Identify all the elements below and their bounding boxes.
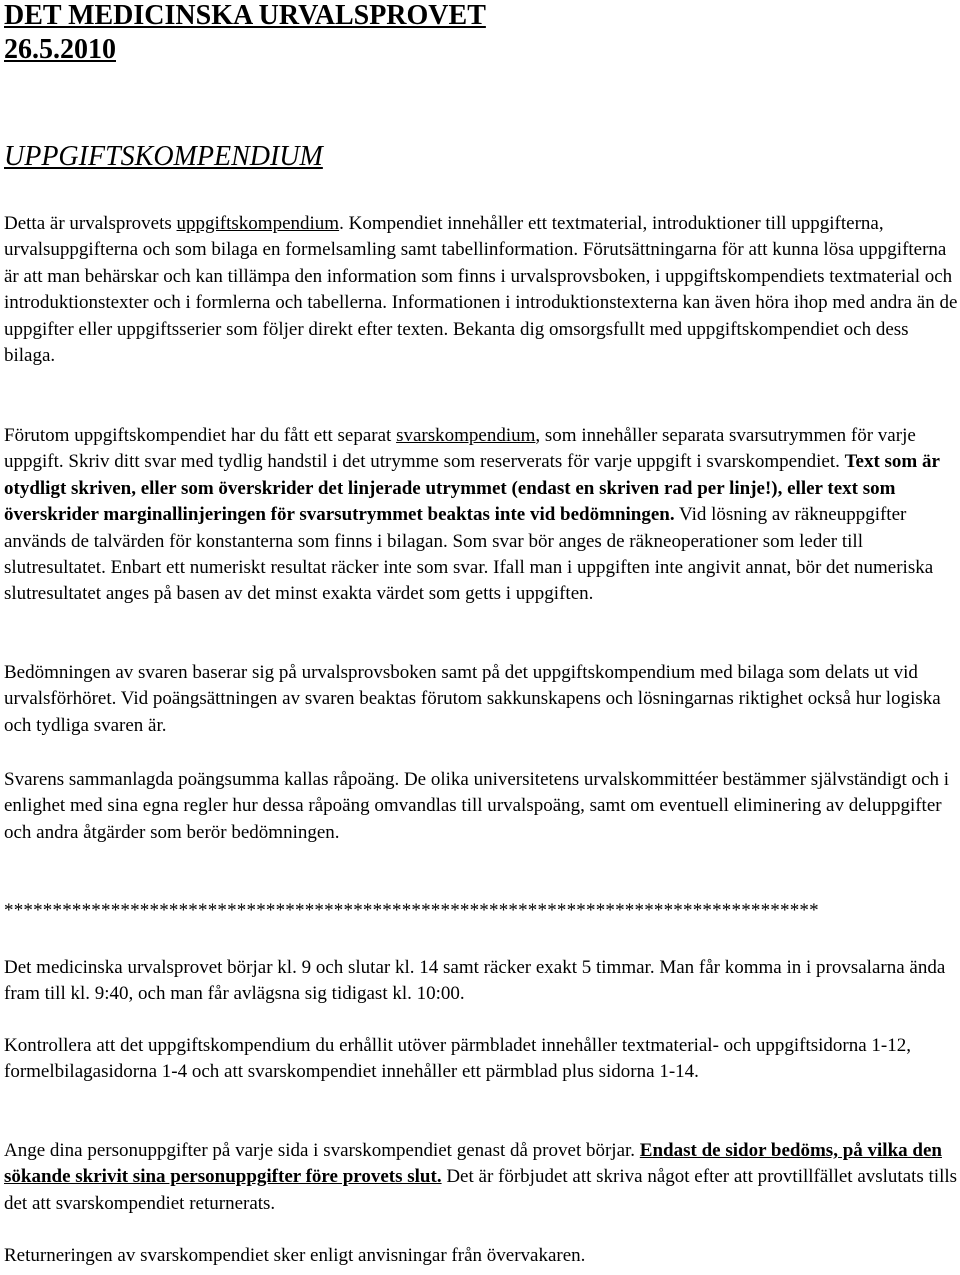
term-svarskompendium: svarskompendium (396, 425, 536, 446)
personal-info-text-start: Ange dina personuppgifter på varje sida i svarskompendiet genast då provet börjar. (4, 1140, 640, 1161)
term-uppgiftskompendium: uppgiftskompendium (176, 213, 340, 234)
personal-info-paragraph (4, 1138, 960, 1217)
answer-booklet-paragraph (4, 423, 960, 608)
section-title: UPPGIFTSKOMPENDIUM (4, 141, 323, 172)
intro-paragraph (4, 211, 960, 369)
answer-warning-bold: Text som är otydligt skriven, eller som överskrider det linjerade utrymmet (endast en skriven rad per linje!), eller text som överskrider marginallinjeringen för svarsutrymmet beaktas inte vid bedömningen. (4, 451, 940, 526)
raw-points-paragraph: Svarens sammanlagda poängsumma kallas råpoäng. De olika universitetens urvalskommittéer bestämmer självständigt och i enlighet med sina egna regler hur dessa råpoäng omvandlas till urvalspoäng, samt om eventuell eliminering av deluppgifter och andra åtgärder som berör bedömningen. (4, 769, 950, 843)
answer-text-start: Förutom uppgiftskompendiet har du fått ett separat (4, 425, 397, 446)
personal-info-text-rest: Det är förbjudet att skriva något efter att provtillfället avslutats tills det att svarskompendiet returnerats. (4, 1166, 958, 1214)
answer-text-middle: , som innehåller separata svarsutrymmen för varje uppgift. Skriv ditt svar med tydlig handstil i det utrymme som reserverats för varje uppgift i svarskompendiet. (4, 425, 916, 473)
personal-info-warning-bold: Endast de sidor bedöms, på vilka den sökande skrivit sina personuppgifter före provets slut. (4, 1140, 942, 1188)
return-paragraph: Returneringen av svarskompendiet sker enligt anvisningar från övervakaren. (4, 1245, 586, 1266)
exam-date: 26.5.2010 (4, 34, 116, 65)
intro-text-rest: . Kompendiet innehåller ett textmaterial, introduktioner till uppgifterna, urvalsuppgifterna och som bilaga en formelsamling samt tabellinformation. Förutsättningarna för att kunna lösa uppgifterna är att man behärskar och kan tillämpa den information som finns i urvalsprovsboken, i uppgiftskompendiets textmaterial och introduktionstexter och i formlerna och tabellerna. Informationen i introduktionstexterna kan även höra ihop med andra än de uppgifter eller uppgiftsserier som följer direkt efter texten. Bekanta dig omsorgsfullt med uppgiftskompendiet och dess bilaga. (4, 213, 958, 367)
intro-text-start: Detta är urvalsprovets (4, 213, 177, 234)
answer-text-rest: Vid lösning av räkneuppgifter används de talvärden för konstanterna som finns i bilagan. Som svar bör anges de räkneoperationer som leder till slutresultatet. Enbart ett numeriskt resultat räcker inte som svar. Ifall man i uppgiften inte angivit annat, bör det numeriska slutresultatet anges på basen av det minst exakta värdet som getts i uppgiften. (4, 504, 934, 605)
check-contents-paragraph: Kontrollera att det uppgiftskompendium du erhållit utöver pärmbladet innehåller textmaterial- och uppgiftsidorna 1-12, formelbilagasidorna 1-4 och att svarskompendiet innehåller ett pärmblad plus sidorna 1-14. (4, 1035, 911, 1083)
separator-line: ************************************************************************************ (4, 900, 819, 921)
grading-paragraph: Bedömningen av svaren baserar sig på urvalsprovsboken samt på det uppgiftskompendium med bilaga som delats ut vid urvalsförhöret. Vid poängsättningen av svaren beaktas förutom sakkunskapens och lösningarnas riktighet också hur logiska och tydliga svaren är. (4, 662, 941, 736)
page-title: DET MEDICINSKA URVALSPROVET (4, 0, 486, 31)
timing-paragraph: Det medicinska urvalsprovet börjar kl. 9 och slutar kl. 14 samt räcker exakt 5 timmar. Man får komma in i provsalarna ända fram till kl. 9:40, och man får avlägsna sig tidigast kl. 10:00. (4, 957, 946, 1005)
